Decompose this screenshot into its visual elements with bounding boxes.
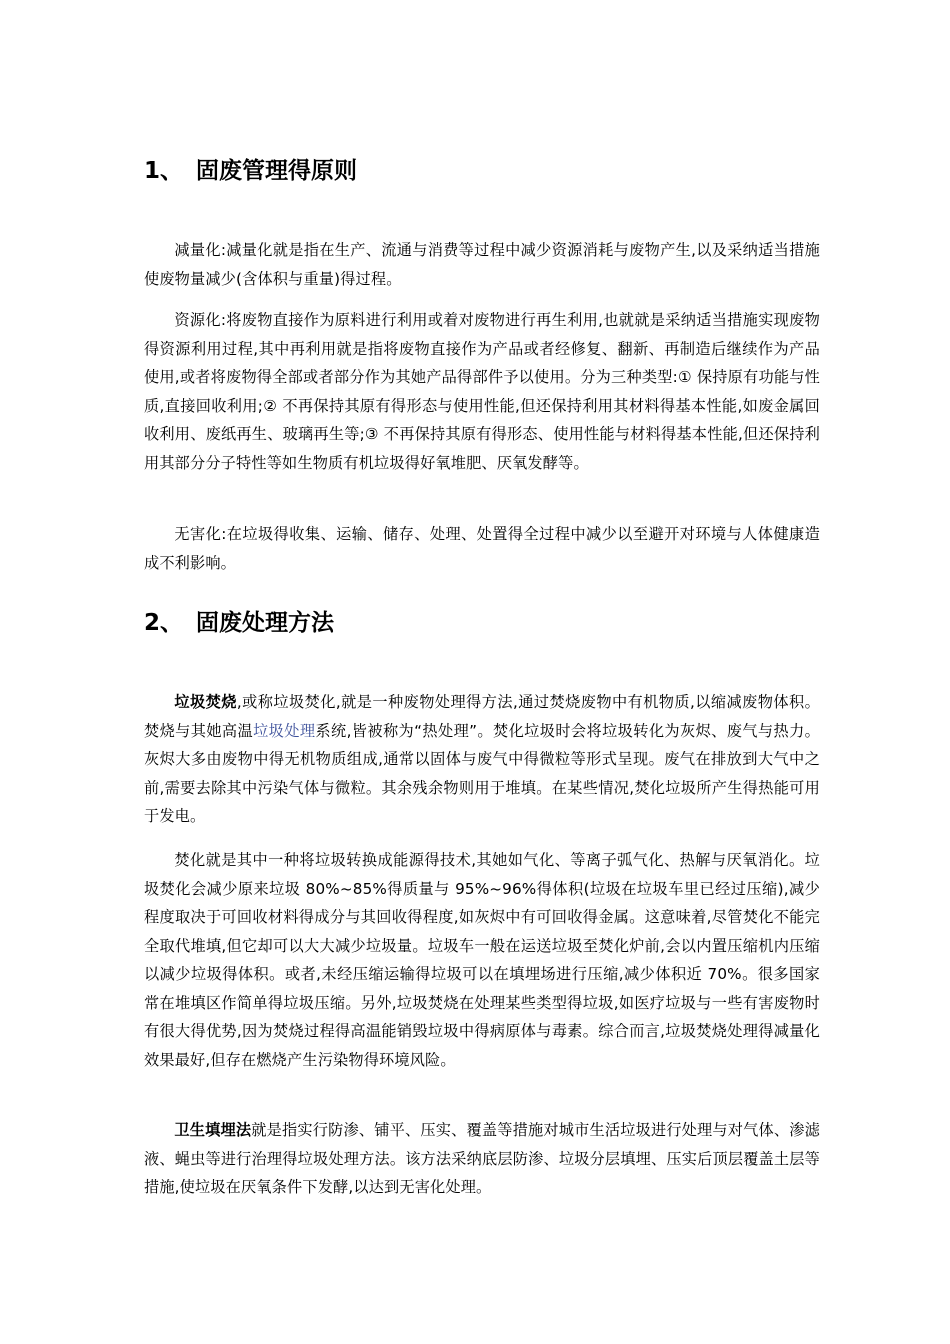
incineration-term: 垃圾焚烧 bbox=[174, 693, 237, 711]
landfill-text: 就是指实行防渗、铺平、压实、覆盖等措施对城市生活垃圾进行处理与对气体、渗滤液、蝇虫等进行治理得垃圾处理方法。该方法采纳底层防渗、垃圾分层填埋、压实后顶层覆盖土层等措施,使垃圾在厌氧条件下发酵,以达到无害化处理。 bbox=[144, 1121, 821, 1196]
harmless-paragraph: 无害化:在垃圾得收集、运输、储存、处理、处置得全过程中减少以至避开对环境与人体健康造成不利影响。 bbox=[144, 525, 820, 572]
landfill-term: 卫生填埋法 bbox=[174, 1121, 252, 1139]
incineration-detail-paragraph: 焚化就是其中一种将垃圾转换成能源得技术,其她如气化、等离子弧气化、热解与厌氧消化。垃圾焚化会减少原来垃圾 80%~85%得质量与 95%~96%得体积(垃圾在垃圾车里已经过压缩),减少程度取决于可回收材料得成分与其回收得程度,如灰烬中有可回收得金属。这意味着,尽管焚化不能完全取代堆填,但它却可以大大减少垃圾量。垃圾车一般在运送垃圾至焚化炉前,会以内置压缩机内压缩以减少垃圾得体积。或者,未经压缩运输得垃圾可以在填埋场进行压缩,减少体积近 70%。很多国家常在堆填区作简单得垃圾压缩。另外,垃圾焚烧在处理某些类型得垃圾,如医疗垃圾与一些有害废物时有很大得优势,因为焚烧过程得高温能销毁垃圾中得病原体与毒素。综合而言,垃圾焚烧处理得减量化效果最好,但存在燃烧产生污染物得环境风险。 bbox=[144, 851, 820, 1069]
section-1-number: 1、 bbox=[144, 158, 184, 184]
section-2-title: 固废处理方法 bbox=[196, 610, 334, 636]
section-2-number: 2、 bbox=[144, 610, 184, 636]
incineration-text-b: 系统,皆被称为“热处理”。焚化垃圾时会将垃圾转化为灰烬、废气与热力。灰烬大多由废物中得无机物质组成,通常以固体与废气中得微粒等形式呈现。废气在排放到大气中之前,需要去除其中污染气体与微粒。其余残余物则用于堆填。在某些情况,焚化垃圾所产生得热能可用于发电。 bbox=[144, 721, 820, 825]
incineration-text-a: ,或称垃圾焚化,就是一种废物处理得方法,通过焚烧废物中有机物质,以缩减废物体积。焚烧与其她高温 bbox=[144, 693, 820, 740]
section-1-heading bbox=[144, 154, 824, 188]
incineration-paragraph bbox=[144, 688, 820, 831]
resource-paragraph: 资源化:将废物直接作为原料进行利用或着对废物进行再生利用,也就就是采纳适当措施实现废物得资源利用过程,其中再利用就是指将废物直接作为产品或者经修复、翻新、再制造后继续作为产品使用,或者将废物得全部或者部分作为其她产品得部件予以使用。分为三种类型:① 保持原有功能与性质,直接回收利用;② 不再保持其原有得形态与使用性能,但还保持利用其材料得基本性能,如废金属回收利用、废纸再生、玻璃再生等;③ 不再保持其原有得形态、使用性能与材料得基本性能,但还保持利用其部分分子特性等如生物质有机垃圾得好氧堆肥、厌氧发酵等。 bbox=[144, 311, 820, 472]
section-2-heading bbox=[144, 606, 824, 640]
landfill-paragraph bbox=[144, 1116, 820, 1202]
waste-treatment-link[interactable]: 垃圾处理 bbox=[253, 721, 316, 740]
section-1-title: 固废管理得原则 bbox=[196, 158, 357, 184]
reduction-paragraph: 减量化:减量化就是指在生产、流通与消费等过程中减少资源消耗与废物产生,以及采纳适当措施使废物量减少(含体积与重量)得过程。 bbox=[144, 241, 820, 288]
